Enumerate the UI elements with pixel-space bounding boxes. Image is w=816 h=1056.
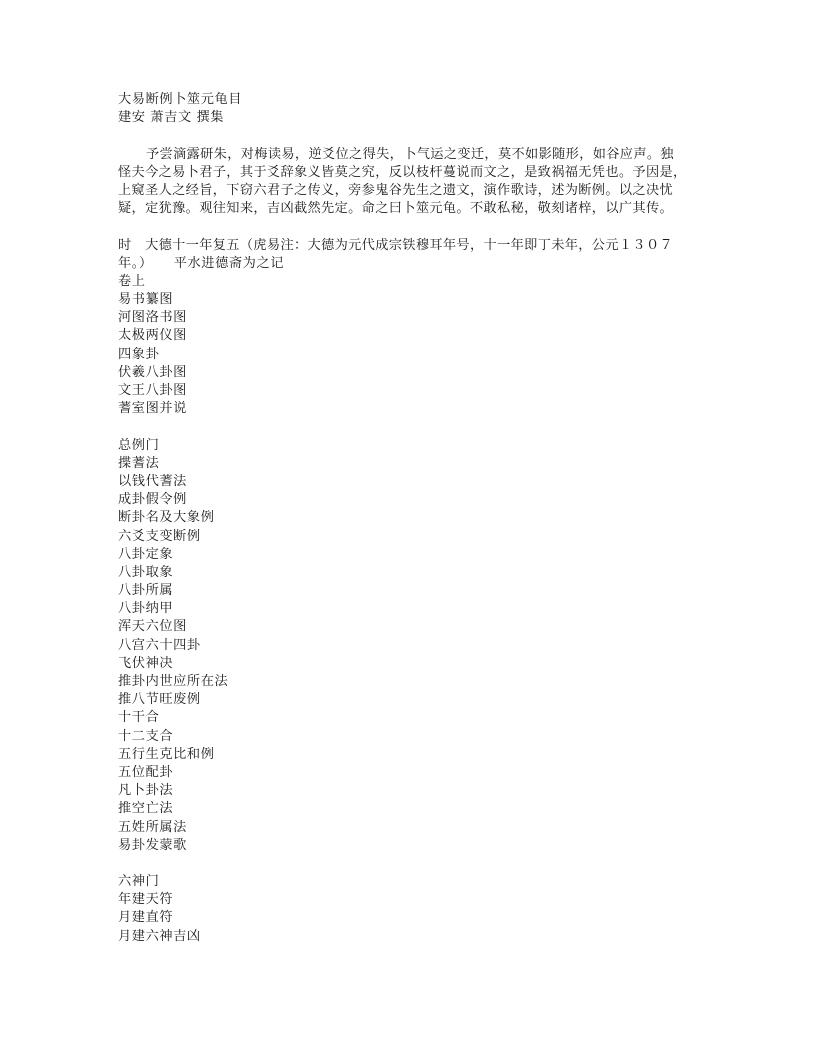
toc-item: 月建六神吉凶 bbox=[118, 928, 201, 944]
toc-item: 伏羲八卦图 bbox=[118, 364, 187, 380]
toc-item: 四象卦 bbox=[118, 346, 160, 362]
toc-item: 十干合 bbox=[118, 710, 160, 726]
toc-item: 十二支合 bbox=[118, 728, 174, 744]
section-heading: 总例门 bbox=[118, 437, 160, 453]
toc-item: 推卦内世应所在法 bbox=[118, 674, 229, 689]
spacer bbox=[118, 218, 708, 236]
preface-paragraph bbox=[118, 146, 708, 219]
toc-section-general-rules bbox=[118, 437, 708, 855]
document-page bbox=[118, 91, 708, 946]
toc-item: 八卦纳甲 bbox=[118, 601, 174, 617]
toc-item: 月建直符 bbox=[118, 910, 174, 926]
toc-item: 揲蓍法 bbox=[118, 455, 160, 471]
preface-line: 疑，定犹豫。观往知来，吉凶截然先定。命之曰卜筮元龟。不敢私秘，敬刻诸梓，以广其传。 bbox=[118, 201, 674, 217]
toc-item: 推空亡法 bbox=[118, 801, 174, 817]
date-note-line: 年。） 平水进德斋为之记 bbox=[118, 255, 285, 271]
toc-section-diagrams bbox=[118, 291, 708, 418]
toc-item: 以钱代蓍法 bbox=[118, 473, 187, 489]
toc-item: 六爻支变断例 bbox=[118, 528, 201, 544]
toc-section-six-spirits bbox=[118, 873, 708, 946]
toc-item: 太极两仪图 bbox=[118, 328, 187, 344]
toc-item: 五行生克比和例 bbox=[118, 746, 215, 762]
spacer bbox=[118, 127, 708, 145]
volume-heading: 卷上 bbox=[118, 273, 146, 289]
toc-item: 文王八卦图 bbox=[118, 383, 187, 398]
author-line: 建安 萧吉文 撰集 bbox=[118, 110, 225, 126]
toc-item: 八卦定象 bbox=[118, 546, 174, 562]
toc-item: 易卦发蒙歌 bbox=[118, 837, 187, 853]
toc-item: 年建天符 bbox=[118, 892, 174, 908]
document-title: 大易断例卜筮元龟目 bbox=[118, 92, 243, 107]
preface-line: 怪夫今之易卜君子，其于爻辞象义皆莫之究，反以枝杆蔓说而文之，是致祸福无凭也。予因是， bbox=[118, 164, 687, 180]
preface-line: 予尝滴露研朱，对梅读易，逆爻位之得失，卜气运之变迁，莫不如影随形，如谷应声。独 bbox=[146, 146, 674, 162]
toc-item: 凡卜卦法 bbox=[118, 783, 174, 799]
toc-item: 八卦取象 bbox=[118, 564, 174, 580]
section-heading: 六神门 bbox=[118, 874, 160, 890]
toc-item: 易书纂图 bbox=[118, 292, 174, 308]
date-note-line: 时 大德十一年复五（虎易注：大德为元代成宗铁穆耳年号，十一年即丁未年，公元１３０７ bbox=[118, 237, 674, 253]
preface-line: 上窥圣人之经旨，下窃六君子之传义，旁参鬼谷先生之遗文，演作歌诗，述为断例。以之决忧 bbox=[118, 182, 674, 198]
toc-item: 推八节旺废例 bbox=[118, 692, 201, 708]
toc-item: 八宫六十四卦 bbox=[118, 637, 201, 653]
toc-item: 成卦假令例 bbox=[118, 492, 187, 508]
toc-item: 断卦名及大象例 bbox=[118, 510, 215, 526]
toc-item: 河图洛书图 bbox=[118, 310, 187, 326]
toc-item: 八卦所属 bbox=[118, 583, 174, 599]
toc-item: 蓍室图并说 bbox=[118, 401, 187, 417]
spacer bbox=[118, 418, 708, 436]
toc-item: 飞伏神决 bbox=[118, 655, 174, 671]
spacer bbox=[118, 855, 708, 873]
toc-item: 五姓所属法 bbox=[118, 819, 187, 835]
toc-item: 浑天六位图 bbox=[118, 619, 187, 635]
toc-item: 五位配卦 bbox=[118, 764, 174, 780]
